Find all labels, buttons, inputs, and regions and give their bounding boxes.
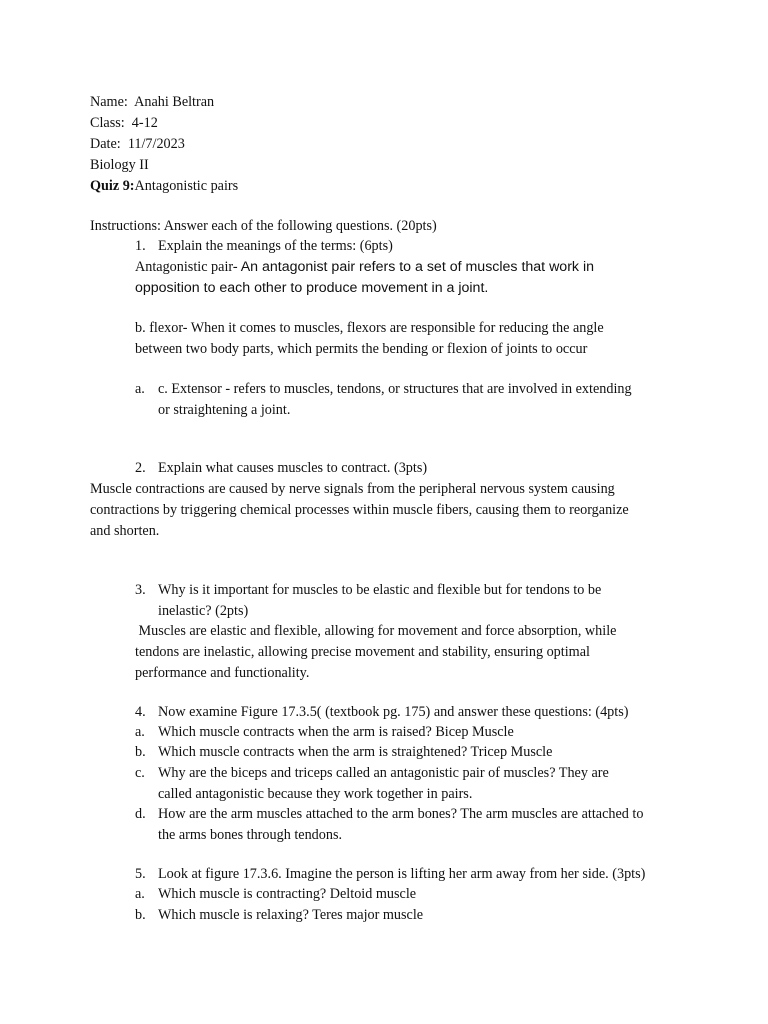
q3-text-line2: inelastic? (2pts) — [158, 603, 249, 619]
q2-answer-line2: contractions by triggering chemical processes within muscle fibers, causing them to reorganize — [90, 502, 629, 518]
q3-answer-line2: tendons are inelastic, allowing precise movement and stability, ensuring optimal — [135, 644, 590, 660]
q2-answer-line1: Muscle contractions are caused by nerve signals from the peripheral nervous system causing — [90, 481, 615, 497]
q4c-line1: Why are the biceps and triceps called an antagonistic pair of muscles? They are — [158, 765, 609, 781]
q5b-marker: b. — [135, 907, 146, 923]
student-name: Anahi Beltran — [134, 94, 215, 110]
q5-text: Look at figure 17.3.6. Imagine the person is lifting her arm away from her side. (3pts) — [158, 866, 646, 882]
class-line — [90, 113, 158, 134]
date-line — [90, 134, 185, 155]
q5a-marker: a. — [135, 886, 145, 902]
extensor-marker: a. — [135, 381, 145, 397]
antagonistic-answer-part1: An antagonist pair refers to a set of muscles that work in — [237, 259, 595, 275]
q4c-marker: c. — [135, 765, 145, 781]
q1-text: Explain the meanings of the terms: (6pts) — [158, 238, 393, 254]
q5-number: 5. — [135, 866, 146, 882]
q4a-text: Which muscle contracts when the arm is raised? Bicep Muscle — [158, 724, 514, 740]
q4d-marker: d. — [135, 806, 146, 822]
quiz-label: Quiz 9: — [90, 178, 135, 194]
q2-answer-line3: and shorten. — [90, 523, 160, 539]
q5a-text: Which muscle is contracting? Deltoid muscle — [158, 886, 417, 902]
class-label: Class: — [90, 115, 125, 131]
q4d-line1: How are the arm muscles attached to the arm bones? The arm muscles are attached to — [158, 806, 644, 822]
name-line — [90, 92, 214, 113]
q1-number: 1. — [135, 238, 146, 254]
name-label: Name: — [90, 94, 128, 110]
q3-answer-line3: performance and functionality. — [135, 665, 310, 681]
q4b-marker: b. — [135, 744, 146, 760]
extensor-line2: or straightening a joint. — [158, 402, 291, 418]
class-value: 4-12 — [131, 115, 158, 131]
instructions: Instructions: Answer each of the following questions. (20pts) — [90, 218, 437, 234]
q4a-marker: a. — [135, 724, 145, 740]
q4b-text: Which muscle contracts when the arm is straightened? Tricep Muscle — [158, 744, 553, 760]
quiz-title-line — [90, 176, 238, 197]
q4d-line2: the arms bones through tendons. — [158, 827, 343, 843]
extensor-line1: c. Extensor - refers to muscles, tendons, or structures that are involved in extending — [158, 381, 632, 397]
date-value: 11/7/2023 — [127, 136, 185, 152]
q4-text: Now examine Figure 17.3.5( (textbook pg. 175) and answer these questions: (4pts) — [158, 704, 629, 720]
antagonistic-answer-part2: opposition to each other to produce movement in a joint. — [135, 280, 489, 296]
antagonistic-term: Antagonistic pair- — [135, 259, 238, 275]
course-name: Biology II — [90, 157, 149, 173]
quiz-title: Antagonistic pairs — [134, 178, 239, 194]
flexor-line1: b. flexor- When it comes to muscles, flexors are responsible for reducing the angle — [135, 320, 604, 336]
q4-number: 4. — [135, 704, 146, 720]
flexor-line2: between two body parts, which permits the bending or flexion of joints to occur — [135, 341, 588, 357]
q5b-text: Which muscle is relaxing? Teres major muscle — [158, 907, 424, 923]
q3-answer-line1: Muscles are elastic and flexible, allowing for movement and force absorption, while — [135, 623, 617, 639]
q2-number: 2. — [135, 460, 146, 476]
date-label: Date: — [90, 136, 121, 152]
q1-antagonistic-line1 — [135, 257, 594, 278]
q4c-line2: called antagonistic because they work together in pairs. — [158, 786, 473, 802]
q3-number: 3. — [135, 582, 146, 598]
q3-text-line1: Why is it important for muscles to be elastic and flexible but for tendons to be — [158, 582, 602, 598]
q2-text: Explain what causes muscles to contract. (3pts) — [158, 460, 428, 476]
